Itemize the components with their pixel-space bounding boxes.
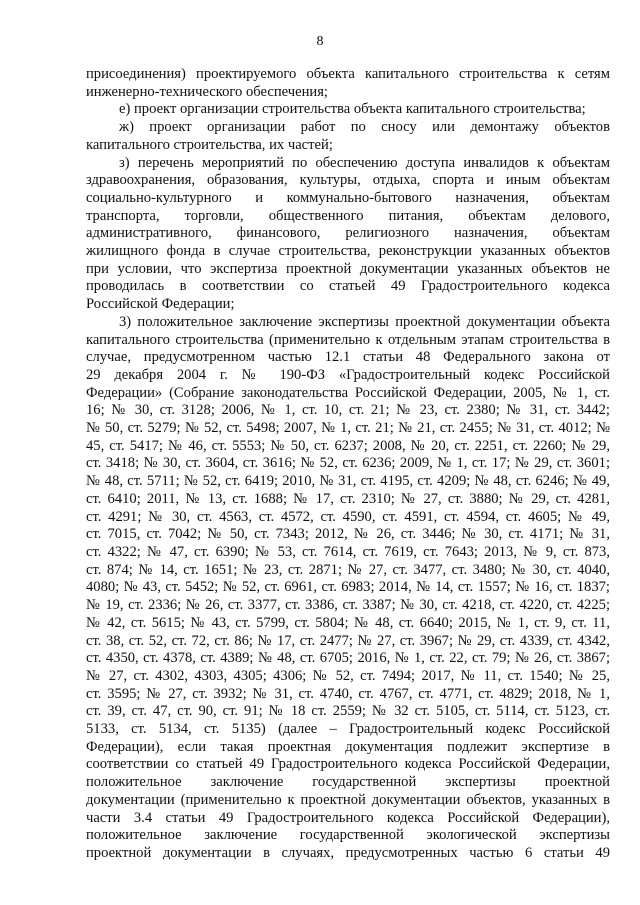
text-line: ст. 3418; № 30, ст. 3604, ст. 3616; № 52, ст. 6236; 2009, № 1, ст. 17; № 29, ст. 3601; xyxy=(86,455,610,472)
text-line: соответствии со статьей 49 Градостроительного кодекса Российской Федерации, xyxy=(86,756,610,773)
document-body xyxy=(86,66,610,863)
text-line: № 48, ст. 5711; № 52, ст. 6419; 2010, № 31, ст. 4195, ст. 4209; № 48, ст. 6246; № 49, xyxy=(86,473,610,490)
text-line: ст. 4291; № 30, ст. 4563, ст. 4572, ст. 4590, ст. 4591, ст. 4594, ст. 4605; № 49, xyxy=(86,508,610,525)
text-line: ст. 4350, ст. 4378, ст. 4389; № 48, ст. 6705; 2016, № 1, ст. 22, ст. 79; № 26, ст. 3867; xyxy=(86,650,610,667)
text-line: ст. 4322; № 47, ст. 6390; № 53, ст. 7614, ст. 7619, ст. 7643; 2013, № 9, ст. 873, xyxy=(86,543,610,560)
text-line: части 3.4 статьи 49 Градостроительного кодекса Российской Федерации), xyxy=(86,809,610,826)
text-line: 29 декабря 2004 г. № 190-ФЗ «Градостроительный кодекс Российской xyxy=(86,366,610,383)
page-number: 8 xyxy=(316,34,324,49)
text-line: е) проект организации строительства объекта капитального строительства; xyxy=(119,101,586,118)
text-line: при условии, что экспертиза проектной документации указанных объектов не xyxy=(86,260,610,277)
text-line: документации (применительно к проектной документации объектов, указанных в xyxy=(86,791,610,808)
text-line: социально-культурного и коммунально-бытового назначения, объектам xyxy=(86,189,610,206)
text-line: 45, ст. 5417; № 46, ст. 5553; № 50, ст. 6237; 2008, № 20, ст. 2251, ст. 2260; № 29, xyxy=(86,437,610,454)
text-line: ж) проект организации работ по сносу или демонтажу объектов xyxy=(119,119,610,136)
text-line: капитального строительства, их частей; xyxy=(86,136,333,153)
text-line: случае, предусмотренном частью 12.1 статьи 48 Федерального закона от xyxy=(86,349,610,366)
text-line: 5133, ст. 5134, ст. 5135) (далее – Градостроительный кодекс Российской xyxy=(86,721,610,738)
text-line: 3) положительное заключение экспертизы проектной документации объекта xyxy=(119,313,610,330)
text-line: з) перечень мероприятий по обеспечению доступа инвалидов к объектам xyxy=(119,154,610,171)
text-line: № 19, ст. 2336; № 26, ст. 3377, ст. 3386, ст. 3387; № 30, ст. 4218, ст. 4220, ст. 4225; xyxy=(86,597,610,614)
text-line: ст. 38, ст. 52, ст. 72, ст. 86; № 17, ст. 2477; № 27, ст. 3967; № 29, ст. 4339, ст. 4342, xyxy=(86,632,610,649)
text-line: 16; № 30, ст. 3128; 2006, № 1, ст. 10, ст. 21; № 23, ст. 2380; № 31, ст. 3442; xyxy=(86,402,610,419)
text-line: № 42, ст. 5615; № 43, ст. 5799, ст. 5804; № 48, ст. 6640; 2015, № 1, ст. 9, ст. 11, xyxy=(86,614,610,631)
text-line: ст. 7015, ст. 7042; № 50, ст. 7343; 2012, № 26, ст. 3446; № 30, ст. 4171; № 31, xyxy=(86,526,610,543)
text-line: ст. 3595; № 27, ст. 3932; № 31, ст. 4740, ст. 4767, ст. 4771, ст. 4829; 2018, № 1, xyxy=(86,685,610,702)
text-line: Федерации» (Собрание законодательства Российской Федерации, 2005, № 1, ст. xyxy=(86,384,610,401)
text-line: положительное заключение государственной экологической экспертизы xyxy=(86,827,610,844)
text-line: жилищного фонда в случае строительства, реконструкции указанных объектов xyxy=(86,243,610,260)
text-line: № 27, ст. 4302, 4303, 4305; 4306; № 52, ст. 7494; 2017, № 11, ст. 1540; № 25, xyxy=(86,667,610,684)
text-line: Федерации), если такая проектная документация подлежит экспертизе в xyxy=(86,738,610,755)
text-line: здравоохранения, образования, культуры, отдыха, спорта и иным объектам xyxy=(86,172,610,189)
text-line: транспорта, торговли, общественного питания, объектам делового, xyxy=(86,207,610,224)
text-line: капитального строительства (применительно к отдельным этапам строительства в xyxy=(86,331,610,348)
text-line: проектной документации в случаях, предусмотренных частью 6 статьи 49 xyxy=(86,844,610,861)
text-line: административного, финансового, религиозного назначения, объектам xyxy=(86,225,610,242)
text-line: ст. 874; № 14, ст. 1651; № 23, ст. 2871; № 27, ст. 3477, ст. 3480; № 30, ст. 4040, xyxy=(86,561,610,578)
text-line: положительное заключение государственной экспертизы проектной xyxy=(86,774,610,791)
text-line: Российской Федерации; xyxy=(86,296,235,313)
text-line: инженерно-технического обеспечения; xyxy=(86,83,328,100)
text-line: присоединения) проектируемого объекта капитального строительства к сетям xyxy=(86,66,610,82)
text-line: № 50, ст. 5279; № 52, ст. 5498; 2007, № 1, ст. 21; № 21, ст. 2455; № 31, ст. 4012; № xyxy=(86,420,610,437)
text-line: ст. 6410; 2011, № 13, ст. 1688; № 17, ст. 2310; № 27, ст. 3880; № 29, ст. 4281, xyxy=(86,490,610,507)
text-line: проводилась в соответствии со статьей 49 Градостроительного кодекса xyxy=(86,278,610,295)
text-line: ст. 39, ст. 47, ст. 90, ст. 91; № 18 ст. 2559; № 32 ст. 5105, ст. 5114, ст. 5123, ст. xyxy=(86,703,610,720)
text-line: 4080; № 43, ст. 5452; № 52, ст. 6961, ст. 6983; 2014, № 14, ст. 1557; № 16, ст. 1837; xyxy=(86,579,610,596)
